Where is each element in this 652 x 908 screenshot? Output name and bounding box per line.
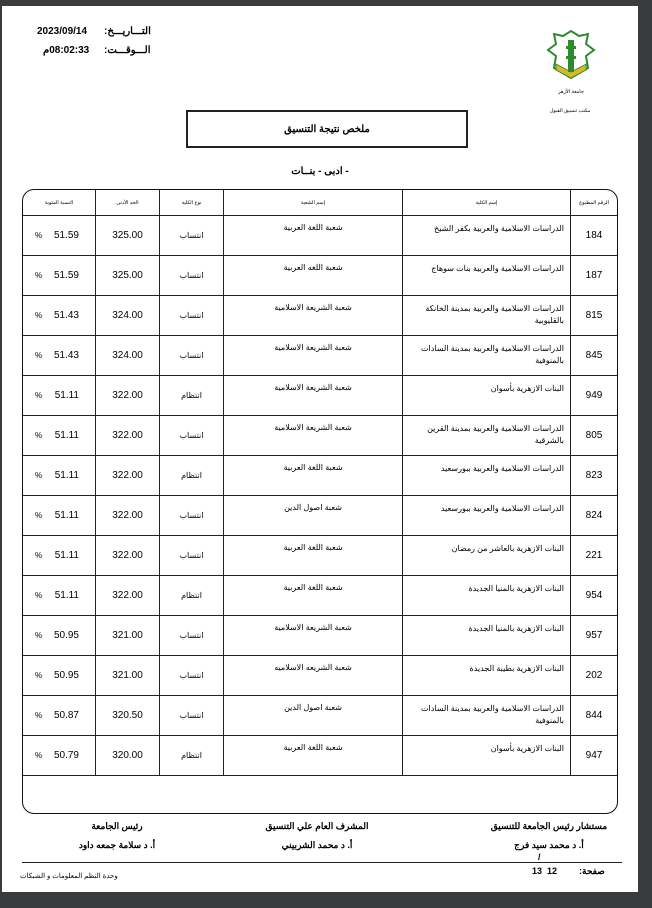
report-title: ملخص نتيجة التنسيق: [284, 123, 370, 135]
cell-branch: شعبة الشريعة الاسلامية: [223, 296, 402, 335]
cell-branch: شعبة الشريعه الاسلاميه: [223, 656, 402, 695]
cell-college: البنات الازهرية بالمنيا الجديدة: [402, 576, 570, 615]
table-row: [23, 496, 617, 536]
cell-percentage: [23, 696, 95, 735]
cell-code: 202: [570, 656, 617, 695]
cell-type: انتساب: [159, 216, 223, 255]
table-row: [23, 296, 617, 336]
cell-code: 949: [570, 376, 617, 415]
time-label: الـــوقـــت:: [104, 45, 151, 56]
cell-college: البنات الازهرية بأسوان: [402, 736, 570, 775]
table-row: [23, 536, 617, 576]
cell-percentage: [23, 296, 95, 335]
header-code: الرقم المطبوع: [570, 190, 617, 215]
table-row: [23, 656, 617, 696]
cell-min-score: 321.00: [95, 616, 159, 655]
header-college: إسم الكلية: [402, 190, 570, 215]
percent-sign: %: [35, 471, 43, 480]
cell-percentage: [23, 416, 95, 455]
header-branch: إسم الشعبة: [223, 190, 402, 215]
table-row: [23, 576, 617, 616]
cell-percentage: [23, 256, 95, 295]
cell-college: الدراسات الاسلامية والعربية ببورسعيد: [402, 456, 570, 495]
cell-branch: شعبة الشريعة الاسلامية: [223, 336, 402, 375]
cell-min-score: 324.00: [95, 296, 159, 335]
cell-college: الدراسات الاسلامية والعربية ببورسعيد: [402, 496, 570, 535]
table-row: [23, 696, 617, 736]
cell-college: الدراسات الاسلامية والعربية بمدينة الخانكة بالقليوبية: [402, 296, 570, 335]
page-number: 12: [547, 866, 558, 876]
sig2-name: أ. د محمد الشربيني: [281, 840, 353, 850]
header-type: نوع الكلية: [159, 190, 223, 215]
cell-type: انتساب: [159, 336, 223, 375]
cell-code: 823: [570, 456, 617, 495]
cell-type: انتظام: [159, 456, 223, 495]
percentage-value: 51.11: [54, 550, 79, 561]
table-row: [23, 376, 617, 416]
sig3-name: أ. د سلامة جمعه داود: [78, 840, 156, 850]
unit-name: وحدة النظم المعلومات و الشبكات: [20, 873, 118, 880]
table-row: [23, 736, 617, 776]
office-name: مكتب تنسيق القبول: [549, 108, 591, 114]
al-azhar-logo: [546, 28, 596, 84]
header-percentage: النسبة المئوية: [44, 199, 74, 206]
percent-sign: %: [35, 631, 43, 640]
table-row: [23, 616, 617, 656]
cell-type: انتساب: [159, 296, 223, 335]
cell-percentage: [23, 536, 95, 575]
cell-percentage: [23, 376, 95, 415]
time-value: 08:02:33م: [43, 45, 90, 56]
percent-sign: %: [35, 511, 43, 520]
cell-min-score: 325.00: [95, 216, 159, 255]
cell-college: الدراسات الاسلامية والعربية بكفر الشيخ: [402, 216, 570, 255]
cell-percentage: [23, 616, 95, 655]
cell-min-score: 322.00: [95, 496, 159, 535]
cell-college: البنات الازهرية بالمنيا الجديدة: [402, 616, 570, 655]
cell-branch: شعبة اللغة العربية: [223, 736, 402, 775]
cell-min-score: 320.50: [95, 696, 159, 735]
percentage-value: 51.59: [53, 270, 79, 281]
percent-sign: %: [35, 711, 43, 720]
cell-college: الدراسات الاسلامية والعربية بمدينة السادات بالمنوفية: [402, 336, 570, 375]
percentage-value: 51.43: [53, 310, 79, 321]
cell-percentage: [23, 656, 95, 695]
sig1-title: مستشار رئيس الجامعة للتنسيق: [490, 821, 608, 831]
cell-type: انتظام: [159, 376, 223, 415]
cell-type: انتساب: [159, 256, 223, 295]
cell-college: البنات الازهرية بأسوان: [402, 376, 570, 415]
percentage-value: 50.79: [53, 750, 79, 761]
cell-min-score: 322.00: [95, 536, 159, 575]
percent-sign: %: [35, 271, 43, 280]
cell-type: انتظام: [159, 736, 223, 775]
percent-sign: %: [35, 391, 43, 400]
cell-branch: شعبة اصول الدين: [223, 496, 402, 535]
header-min-score: الحد الأدنى: [95, 190, 159, 215]
cell-type: انتساب: [159, 496, 223, 535]
footer-divider: [22, 862, 622, 863]
cell-branch: شعبة اللغة العربية: [223, 536, 402, 575]
percentage-value: 51.11: [54, 390, 79, 401]
table-row: [23, 216, 617, 256]
cell-min-score: 322.00: [95, 456, 159, 495]
cell-branch: شعبة اللغه العربية: [223, 256, 402, 295]
cell-min-score: 322.00: [95, 416, 159, 455]
percent-sign: %: [35, 671, 43, 680]
cell-code: 184: [570, 216, 617, 255]
percentage-value: 51.59: [53, 230, 79, 241]
cell-branch: شعبة اللغة العربية: [223, 456, 402, 495]
percentage-value: 51.11: [54, 470, 79, 481]
cell-type: انتساب: [159, 696, 223, 735]
cell-percentage: [23, 736, 95, 775]
cell-type: انتساب: [159, 536, 223, 575]
cell-college: الدراسات الاسلامية والعربية بنات سوهاج: [402, 256, 570, 295]
percentage-value: 51.11: [54, 510, 79, 521]
cell-min-score: 320.00: [95, 736, 159, 775]
percent-sign: %: [35, 311, 43, 320]
university-name: جامعة الأزهر: [558, 89, 584, 95]
cell-type: انتظام: [159, 576, 223, 615]
percentage-value: 50.95: [53, 670, 79, 681]
cell-branch: شعبة الشريعة الاسلامية: [223, 376, 402, 415]
percentage-value: 50.95: [53, 630, 79, 641]
cell-code: 805: [570, 416, 617, 455]
cell-branch: شعبة الشريعة الاسلامية: [223, 616, 402, 655]
sig3-title: رئيس الجامعة: [91, 821, 143, 831]
table-row: [23, 336, 617, 376]
cell-percentage: [23, 496, 95, 535]
cell-min-score: 322.00: [95, 576, 159, 615]
table-row: [23, 416, 617, 456]
cell-min-score: 322.00: [95, 376, 159, 415]
percent-sign: %: [35, 551, 43, 560]
cell-code: 221: [570, 536, 617, 575]
cell-min-score: 325.00: [95, 256, 159, 295]
date-value: 2023/09/14: [37, 26, 88, 37]
cell-percentage: [23, 216, 95, 255]
cell-percentage: [23, 456, 95, 495]
percent-sign: %: [35, 431, 43, 440]
percent-sign: %: [35, 351, 43, 360]
percentage-value: 50.87: [53, 710, 79, 721]
percent-sign: %: [35, 751, 43, 760]
cell-code: 954: [570, 576, 617, 615]
report-subtitle: - ادبى - بنــات: [291, 166, 349, 177]
sig2-title: المشرف العام علي التنسيق: [265, 821, 369, 831]
table-header-row: [23, 190, 617, 216]
cell-min-score: 321.00: [95, 656, 159, 695]
cell-code: 957: [570, 616, 617, 655]
page-total: 13: [532, 866, 543, 876]
report-title-box: [186, 110, 468, 148]
cell-type: انتساب: [159, 656, 223, 695]
cell-branch: شعبة اللغة العربية: [223, 576, 402, 615]
cell-code: 844: [570, 696, 617, 735]
cell-college: الدراسات الاسلامية والعربية بمدينة السادات بالمنوفية: [402, 696, 570, 735]
sig1-extra: /: [538, 852, 541, 862]
table-row: [23, 456, 617, 496]
cell-code: 187: [570, 256, 617, 295]
cell-branch: شعبة الشريعة الاسلامية: [223, 416, 402, 455]
cell-code: 824: [570, 496, 617, 535]
document-page: [2, 6, 638, 892]
cell-min-score: 324.00: [95, 336, 159, 375]
cell-type: انتساب: [159, 616, 223, 655]
percent-sign: %: [35, 591, 43, 600]
results-table: [22, 189, 618, 814]
percentage-value: 51.43: [53, 350, 79, 361]
table-row: [23, 256, 617, 296]
percentage-value: 51.11: [54, 430, 79, 441]
cell-code: 815: [570, 296, 617, 335]
cell-branch: شعبة اصول الدين: [223, 696, 402, 735]
cell-branch: شعبة اللغة العربية: [223, 216, 402, 255]
sig1-name: أ. د محمد سيد فرج: [514, 840, 584, 850]
cell-percentage: [23, 576, 95, 615]
cell-college: الدراسات الاسلامية والعربية بمدينة القرين بالشرقية: [402, 416, 570, 455]
cell-college: البنات الازهرية بطيبة الجديدة: [402, 656, 570, 695]
cell-percentage: [23, 336, 95, 375]
cell-college: البنات الازهرية بالعاشر من رمضان: [402, 536, 570, 575]
cell-code: 947: [570, 736, 617, 775]
cell-code: 845: [570, 336, 617, 375]
date-label: التـــاريـــخ:: [104, 26, 151, 37]
percent-sign: %: [35, 231, 43, 240]
page-label: صفحة:: [579, 866, 605, 876]
cell-type: انتساب: [159, 416, 223, 455]
percentage-value: 51.11: [54, 590, 79, 601]
